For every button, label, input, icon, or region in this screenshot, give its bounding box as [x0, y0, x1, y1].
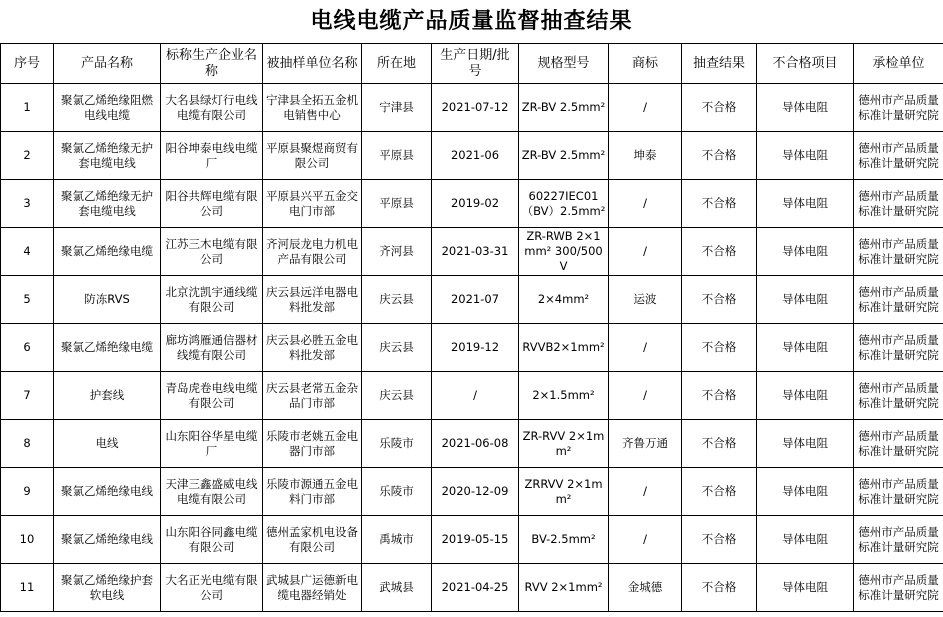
inspection-unit-cell: 德州市产品质量标准计量研究院 — [854, 228, 943, 276]
column-header: 承检单位 — [854, 44, 943, 84]
manufacturer-cell: 青岛虎卷电线电缆有限公司 — [161, 372, 263, 420]
manufacturer-cell: 阳谷坤泰电线电缆厂 — [161, 132, 263, 180]
table-row — [1, 468, 943, 516]
manufacturer-cell: 大名县绿灯行电线电缆有限公司 — [161, 84, 263, 132]
failed-item-cell: 导体电阻 — [757, 84, 854, 132]
trademark-cell: 齐鲁万通 — [609, 420, 682, 468]
result-cell: 不合格 — [682, 564, 757, 612]
location-cell: 宁津县 — [362, 84, 432, 132]
column-header: 不合格项目 — [757, 44, 854, 84]
trademark-cell: / — [609, 84, 682, 132]
result-cell: 不合格 — [682, 276, 757, 324]
product-name-cell: 聚氯乙烯绝缘无护套电缆电线 — [54, 132, 161, 180]
spec-model-cell: RVV 2×1mm² — [519, 564, 609, 612]
location-cell: 武城县 — [362, 564, 432, 612]
production-date-cell: 2019-12 — [432, 324, 519, 372]
manufacturer-cell: 江苏三木电缆有限公司 — [161, 228, 263, 276]
result-cell: 不合格 — [682, 228, 757, 276]
column-header: 所在地 — [362, 44, 432, 84]
inspection-unit-cell: 德州市产品质量标准计量研究院 — [854, 372, 943, 420]
production-date-cell: / — [432, 372, 519, 420]
spec-model-cell: ZRRVV 2×1mm² — [519, 468, 609, 516]
location-cell: 庆云县 — [362, 324, 432, 372]
failed-item-cell: 导体电阻 — [757, 228, 854, 276]
sampled-unit-cell: 武城县广运德新电缆电器经销处 — [263, 564, 362, 612]
product-name-cell: 聚氯乙烯绝缘阻燃电线电缆 — [54, 84, 161, 132]
production-date-cell: 2019-05-15 — [432, 516, 519, 564]
product-name-cell: 聚氯乙烯绝缘电缆 — [54, 228, 161, 276]
document-title: 电线电缆产品质量监督抽查结果 — [310, 9, 633, 34]
sampled-unit-cell: 乐陵市老姚五金电器门市部 — [263, 420, 362, 468]
manufacturer-cell: 廊坊鸿雁通信器材线缆有限公司 — [161, 324, 263, 372]
result-cell: 不合格 — [682, 180, 757, 228]
table-row — [1, 276, 943, 324]
serial-number-cell: 1 — [1, 84, 54, 132]
table-row — [1, 372, 943, 420]
inspection-unit-cell: 德州市产品质量标准计量研究院 — [854, 324, 943, 372]
spec-model-cell: 2×4mm² — [519, 276, 609, 324]
inspection-unit-cell: 德州市产品质量标准计量研究院 — [854, 516, 943, 564]
production-date-cell: 2020-12-09 — [432, 468, 519, 516]
sampled-unit-cell: 庆云县必胜五金电料批发部 — [263, 324, 362, 372]
sampled-unit-cell: 宁津县全拓五金机电销售中心 — [263, 84, 362, 132]
failed-item-cell: 导体电阻 — [757, 372, 854, 420]
production-date-cell: 2021-07-12 — [432, 84, 519, 132]
serial-number-cell: 7 — [1, 372, 54, 420]
serial-number-cell: 9 — [1, 468, 54, 516]
result-cell: 不合格 — [682, 324, 757, 372]
production-date-cell: 2021-06-08 — [432, 420, 519, 468]
sampled-unit-cell: 庆云县老常五金杂品门市部 — [263, 372, 362, 420]
product-name-cell: 护套线 — [54, 372, 161, 420]
trademark-cell: / — [609, 180, 682, 228]
product-name-cell: 电线 — [54, 420, 161, 468]
inspection-unit-cell: 德州市产品质量标准计量研究院 — [854, 564, 943, 612]
production-date-cell: 2021-03-31 — [432, 228, 519, 276]
inspection-unit-cell: 德州市产品质量标准计量研究院 — [854, 468, 943, 516]
trademark-cell: / — [609, 324, 682, 372]
serial-number-cell: 5 — [1, 276, 54, 324]
result-cell: 不合格 — [682, 516, 757, 564]
failed-item-cell: 导体电阻 — [757, 564, 854, 612]
spec-model-cell: ZR-RWB 2×1mm² 300/500V — [519, 228, 609, 276]
product-name-cell: 聚氯乙烯绝缘电线 — [54, 468, 161, 516]
production-date-cell: 2021-07 — [432, 276, 519, 324]
trademark-cell: / — [609, 516, 682, 564]
serial-number-cell: 8 — [1, 420, 54, 468]
trademark-cell: / — [609, 372, 682, 420]
column-header: 商标 — [609, 44, 682, 84]
location-cell: 庆云县 — [362, 372, 432, 420]
location-cell: 平原县 — [362, 132, 432, 180]
manufacturer-cell: 阳谷共辉电缆有限公司 — [161, 180, 263, 228]
spec-model-cell: 60227IEC01（BV）2.5mm² — [519, 180, 609, 228]
location-cell: 齐河县 — [362, 228, 432, 276]
column-header: 序号 — [1, 44, 54, 84]
trademark-cell: 运波 — [609, 276, 682, 324]
results-table — [0, 43, 943, 612]
trademark-cell: / — [609, 468, 682, 516]
table-row — [1, 324, 943, 372]
location-cell: 乐陵市 — [362, 420, 432, 468]
result-cell: 不合格 — [682, 468, 757, 516]
spec-model-cell: BV-2.5mm² — [519, 516, 609, 564]
table-row — [1, 84, 943, 132]
sampled-unit-cell: 庆云县远洋电器电料批发部 — [263, 276, 362, 324]
table-body — [1, 84, 943, 612]
column-header: 被抽样单位名称 — [263, 44, 362, 84]
production-date-cell: 2021-04-25 — [432, 564, 519, 612]
spec-model-cell: RVVB2×1mm² — [519, 324, 609, 372]
sampled-unit-cell: 平原县聚煜商贸有限公司 — [263, 132, 362, 180]
product-name-cell: 聚氯乙烯绝缘无护套电缆电线 — [54, 180, 161, 228]
trademark-cell: 金城德 — [609, 564, 682, 612]
product-name-cell: 防冻RVS — [54, 276, 161, 324]
table-row — [1, 180, 943, 228]
location-cell: 禹城市 — [362, 516, 432, 564]
table-row — [1, 132, 943, 180]
result-cell: 不合格 — [682, 420, 757, 468]
spec-model-cell: 2×1.5mm² — [519, 372, 609, 420]
sampled-unit-cell: 齐河辰龙电力机电产品有限公司 — [263, 228, 362, 276]
failed-item-cell: 导体电阻 — [757, 420, 854, 468]
table-row — [1, 228, 943, 276]
inspection-unit-cell: 德州市产品质量标准计量研究院 — [854, 180, 943, 228]
inspection-unit-cell: 德州市产品质量标准计量研究院 — [854, 84, 943, 132]
location-cell: 乐陵市 — [362, 468, 432, 516]
column-header: 规格型号 — [519, 44, 609, 84]
production-date-cell: 2021-06 — [432, 132, 519, 180]
column-header: 标称生产企业名称 — [161, 44, 263, 84]
product-name-cell: 聚氯乙烯绝缘护套软电线 — [54, 564, 161, 612]
serial-number-cell: 11 — [1, 564, 54, 612]
serial-number-cell: 6 — [1, 324, 54, 372]
trademark-cell: / — [609, 228, 682, 276]
location-cell: 平原县 — [362, 180, 432, 228]
result-cell: 不合格 — [682, 372, 757, 420]
production-date-cell: 2019-02 — [432, 180, 519, 228]
inspection-unit-cell: 德州市产品质量标准计量研究院 — [854, 420, 943, 468]
failed-item-cell: 导体电阻 — [757, 324, 854, 372]
failed-item-cell: 导体电阻 — [757, 180, 854, 228]
product-name-cell: 聚氯乙烯绝缘电线 — [54, 516, 161, 564]
spec-model-cell: ZR-RVV 2×1mm² — [519, 420, 609, 468]
serial-number-cell: 10 — [1, 516, 54, 564]
sampled-unit-cell: 平原县兴平五金交电门市部 — [263, 180, 362, 228]
failed-item-cell: 导体电阻 — [757, 468, 854, 516]
failed-item-cell: 导体电阻 — [757, 276, 854, 324]
result-cell: 不合格 — [682, 132, 757, 180]
trademark-cell: 坤泰 — [609, 132, 682, 180]
spec-model-cell: ZR-BV 2.5mm² — [519, 132, 609, 180]
manufacturer-cell: 山东阳谷同鑫电缆有限公司 — [161, 516, 263, 564]
sampled-unit-cell: 乐陵市源通五金电料门市部 — [263, 468, 362, 516]
manufacturer-cell: 大名正光电缆有限公司 — [161, 564, 263, 612]
manufacturer-cell: 北京沈凯宇通线缆有限公司 — [161, 276, 263, 324]
manufacturer-cell: 山东阳谷华星电缆厂 — [161, 420, 263, 468]
failed-item-cell: 导体电阻 — [757, 132, 854, 180]
table-row — [1, 420, 943, 468]
product-name-cell: 聚氯乙烯绝缘电缆 — [54, 324, 161, 372]
column-header: 生产日期/批号 — [432, 44, 519, 84]
table-header-row — [1, 44, 943, 84]
sampled-unit-cell: 德州孟家机电设备有限公司 — [263, 516, 362, 564]
serial-number-cell: 2 — [1, 132, 54, 180]
serial-number-cell: 4 — [1, 228, 54, 276]
table-row — [1, 564, 943, 612]
column-header: 产品名称 — [54, 44, 161, 84]
inspection-unit-cell: 德州市产品质量标准计量研究院 — [854, 132, 943, 180]
failed-item-cell: 导体电阻 — [757, 516, 854, 564]
column-header: 抽查结果 — [682, 44, 757, 84]
spec-model-cell: ZR-BV 2.5mm² — [519, 84, 609, 132]
result-cell: 不合格 — [682, 84, 757, 132]
inspection-unit-cell: 德州市产品质量标准计量研究院 — [854, 276, 943, 324]
serial-number-cell: 3 — [1, 180, 54, 228]
table-row — [1, 516, 943, 564]
manufacturer-cell: 天津三鑫盛威电线电缆有限公司 — [161, 468, 263, 516]
location-cell: 庆云县 — [362, 276, 432, 324]
